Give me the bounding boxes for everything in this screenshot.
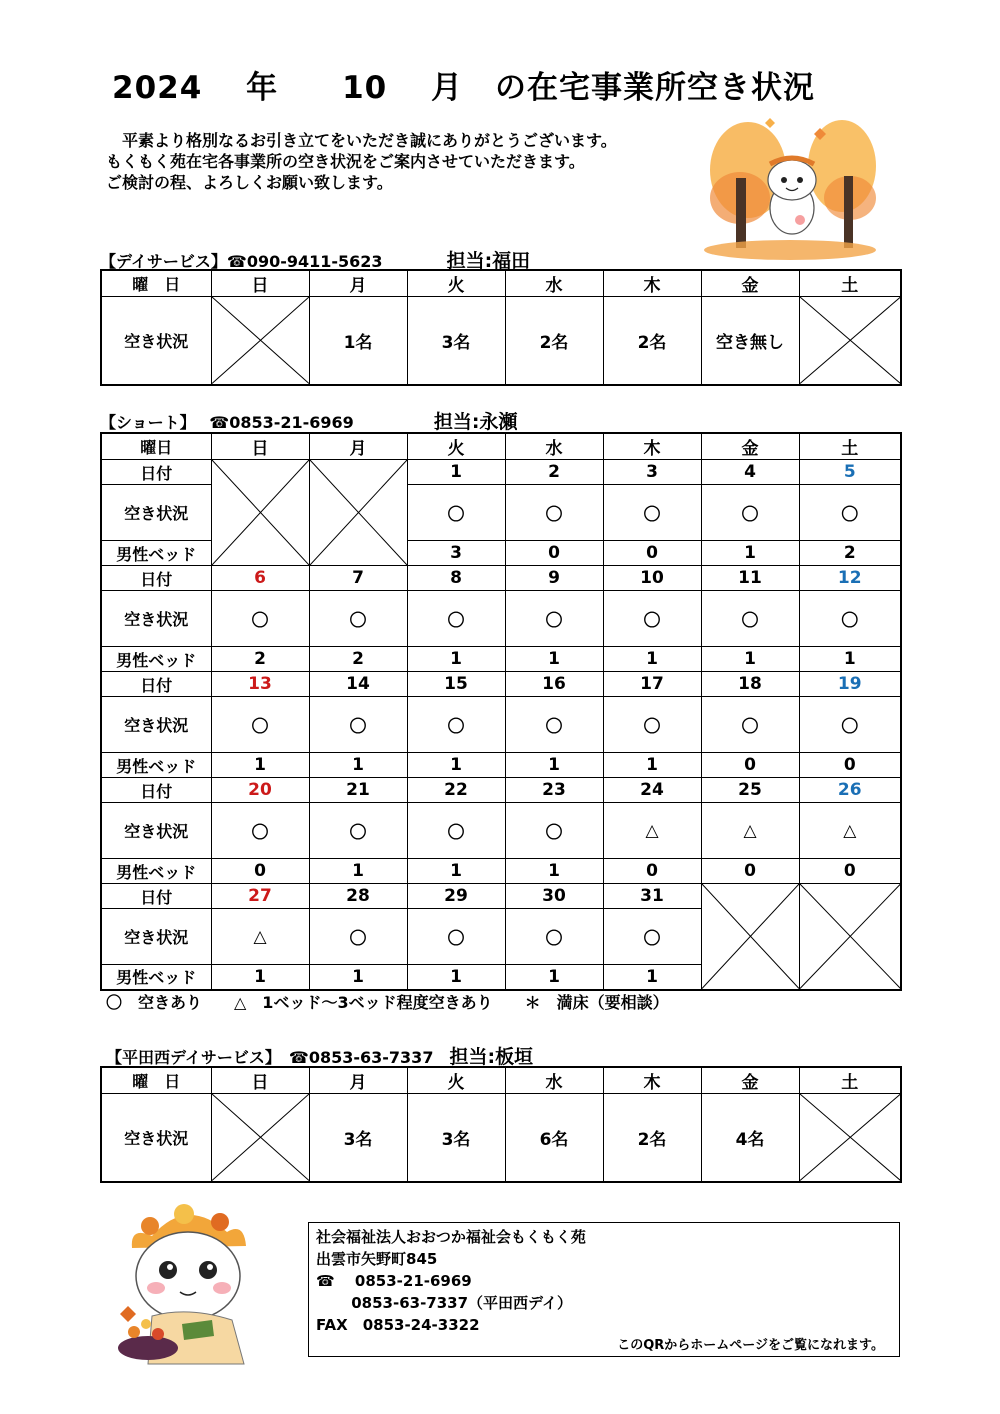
status-cell: 〇 (603, 591, 701, 647)
date-label: 日付 (101, 672, 211, 697)
weekday-label: 曜 日 (101, 270, 211, 297)
weekday-cell: 土 (799, 433, 901, 460)
beds-row (101, 753, 901, 778)
status-label: 空き状況 (101, 803, 211, 859)
weekday-cell: 木 (603, 270, 701, 297)
closed-cell (309, 460, 407, 566)
availability-cell: 2名 (603, 297, 701, 385)
beds-cell: 0 (505, 541, 603, 566)
date-label: 日付 (101, 566, 211, 591)
availability-label: 空き状況 (101, 1094, 211, 1182)
beds-label: 男性ベッド (101, 965, 211, 990)
status-cell: 〇 (211, 697, 309, 753)
status-cell: 〇 (407, 485, 505, 541)
status-cell: 〇 (799, 591, 901, 647)
phone-hirata: 0853-63-7337（平田西デイ） (316, 1294, 572, 1312)
org-name: 社会福祉法人おおつか福祉会もくもく苑 (316, 1228, 586, 1246)
phone-main: ☎ 0853-21-6969 (316, 1272, 472, 1290)
day-service-header: 【デイサービス】☎090-9411-5623 担当:福田 (100, 250, 531, 272)
weekday-label: 曜 日 (101, 1067, 211, 1094)
date-label: 日付 (101, 460, 211, 485)
date-cell: 1 (407, 460, 505, 485)
autumn-tree-illustration (700, 108, 880, 260)
beds-cell: 1 (309, 753, 407, 778)
beds-cell: 1 (505, 647, 603, 672)
date-cell: 17 (603, 672, 701, 697)
status-cell: 〇 (603, 909, 701, 965)
weekday-cell: 月 (309, 433, 407, 460)
date-cell: 8 (407, 566, 505, 591)
date-cell: 20 (211, 778, 309, 803)
closed-cell (799, 884, 901, 990)
legend: 〇 空きあり △ 1ベッド～3ベッド程度空きあり ＊ 満床（要相談） (106, 993, 669, 1012)
closed-cell (211, 297, 309, 385)
availability-label: 空き状況 (101, 297, 211, 385)
status-cell: 〇 (309, 697, 407, 753)
status-cell: 〇 (309, 803, 407, 859)
beds-cell: 3 (407, 541, 505, 566)
beds-cell: 1 (603, 965, 701, 990)
date-cell: 2 (505, 460, 603, 485)
beds-cell: 1 (603, 647, 701, 672)
weekday-cell: 木 (603, 1067, 701, 1094)
status-cell: 〇 (701, 591, 799, 647)
status-cell: 〇 (407, 803, 505, 859)
intro-line: 平素より格別なるお引き立てをいただき誠にありがとうございます。 (106, 131, 617, 150)
status-row (101, 697, 901, 753)
status-label: 空き状況 (101, 909, 211, 965)
beds-cell: 1 (309, 965, 407, 990)
status-cell: 〇 (505, 697, 603, 753)
date-label: 日付 (101, 884, 211, 909)
availability-cell: 2名 (505, 297, 603, 385)
beds-cell: 1 (407, 859, 505, 884)
availability-cell: 6名 (505, 1094, 603, 1182)
date-cell: 5 (799, 460, 901, 485)
beds-cell: 0 (701, 753, 799, 778)
weekday-cell: 水 (505, 270, 603, 297)
beds-cell: 1 (407, 647, 505, 672)
date-label: 日付 (101, 778, 211, 803)
contact-info (316, 1226, 586, 1336)
availability-row (101, 1094, 901, 1182)
status-label: 空き状況 (101, 697, 211, 753)
short-stay-table (100, 432, 902, 991)
beds-cell: 1 (505, 859, 603, 884)
beds-cell: 1 (309, 859, 407, 884)
date-cell: 25 (701, 778, 799, 803)
availability-cell: 1名 (309, 297, 407, 385)
status-cell: 〇 (505, 485, 603, 541)
beds-label: 男性ベッド (101, 647, 211, 672)
fax-number: FAX 0853-24-3322 (316, 1316, 480, 1334)
beds-label: 男性ベッド (101, 541, 211, 566)
weekday-cell: 水 (505, 433, 603, 460)
beds-cell: 0 (799, 753, 901, 778)
beds-cell: 2 (309, 647, 407, 672)
beds-cell: 1 (799, 647, 901, 672)
date-cell: 31 (603, 884, 701, 909)
status-cell: 〇 (309, 591, 407, 647)
weekday-cell: 火 (407, 270, 505, 297)
beds-cell: 0 (603, 541, 701, 566)
status-cell: 〇 (407, 697, 505, 753)
weekday-cell: 月 (309, 1067, 407, 1094)
weekday-cell: 土 (799, 270, 901, 297)
status-cell: 〇 (211, 803, 309, 859)
intro-line: もくもく苑在宅各事業所の空き状況をご案内させていただきます。 (106, 152, 585, 171)
status-cell: 〇 (407, 591, 505, 647)
weekday-label: 曜日 (101, 433, 211, 460)
date-cell: 15 (407, 672, 505, 697)
beds-cell: 0 (799, 859, 901, 884)
beds-row (101, 859, 901, 884)
date-cell: 23 (505, 778, 603, 803)
weekday-cell: 金 (701, 270, 799, 297)
beds-cell: 0 (603, 859, 701, 884)
closed-cell (211, 460, 309, 566)
weekday-cell: 日 (211, 270, 309, 297)
date-cell: 13 (211, 672, 309, 697)
date-cell: 19 (799, 672, 901, 697)
availability-cell: 空き無し (701, 297, 799, 385)
availability-cell: 2名 (603, 1094, 701, 1182)
status-cell: 〇 (309, 909, 407, 965)
beds-label: 男性ベッド (101, 859, 211, 884)
dates-row (101, 884, 901, 909)
status-row (101, 591, 901, 647)
beds-row (101, 647, 901, 672)
status-row (101, 803, 901, 859)
closed-cell (799, 297, 901, 385)
date-cell: 10 (603, 566, 701, 591)
dates-row (101, 566, 901, 591)
beds-cell: 2 (799, 541, 901, 566)
date-cell: 11 (701, 566, 799, 591)
date-cell: 7 (309, 566, 407, 591)
availability-cell: 3名 (309, 1094, 407, 1182)
weekday-row (101, 270, 901, 297)
beds-cell: 1 (407, 753, 505, 778)
status-cell: △ (603, 803, 701, 859)
status-cell: 〇 (799, 485, 901, 541)
beds-cell: 1 (211, 753, 309, 778)
date-cell: 4 (701, 460, 799, 485)
status-label: 空き状況 (101, 485, 211, 541)
status-cell: 〇 (505, 591, 603, 647)
beds-cell: 0 (211, 859, 309, 884)
date-cell: 22 (407, 778, 505, 803)
beds-label: 男性ベッド (101, 753, 211, 778)
weekday-cell: 水 (505, 1067, 603, 1094)
status-label: 空き状況 (101, 591, 211, 647)
weekday-cell: 木 (603, 433, 701, 460)
date-cell: 9 (505, 566, 603, 591)
date-cell: 12 (799, 566, 901, 591)
status-cell: △ (211, 909, 309, 965)
beds-cell: 1 (701, 541, 799, 566)
qr-note: このQRからホームページをご覧になれます。 (617, 1338, 884, 1353)
status-cell: 〇 (407, 909, 505, 965)
date-cell: 16 (505, 672, 603, 697)
intro-line: ご検討の程、よろしくお願い致します。 (106, 173, 393, 192)
status-cell: △ (799, 803, 901, 859)
beds-cell: 1 (603, 753, 701, 778)
date-cell: 29 (407, 884, 505, 909)
dates-row (101, 672, 901, 697)
dates-row (101, 778, 901, 803)
page-title: 2024 年 10 月 の在宅事業所空き状況 (112, 70, 816, 106)
date-cell: 21 (309, 778, 407, 803)
status-cell: 〇 (603, 697, 701, 753)
weekday-row (101, 1067, 901, 1094)
status-cell: 〇 (505, 909, 603, 965)
weekday-cell: 土 (799, 1067, 901, 1094)
status-cell: 〇 (701, 697, 799, 753)
weekday-row (101, 433, 901, 460)
beds-cell: 0 (701, 859, 799, 884)
date-cell: 28 (309, 884, 407, 909)
beds-cell: 1 (505, 753, 603, 778)
intro-text (106, 130, 617, 193)
availability-cell: 4名 (701, 1094, 799, 1182)
availability-row (101, 297, 901, 385)
weekday-cell: 月 (309, 270, 407, 297)
beds-cell: 1 (505, 965, 603, 990)
status-cell: 〇 (603, 485, 701, 541)
date-cell: 6 (211, 566, 309, 591)
availability-cell: 3名 (407, 297, 505, 385)
beds-cell: 1 (701, 647, 799, 672)
status-cell: 〇 (701, 485, 799, 541)
short-stay-header: 【ショート】 ☎0853-21-6969 担当:永瀬 (100, 411, 518, 433)
dates-row (101, 460, 901, 485)
weekday-cell: 火 (407, 1067, 505, 1094)
weekday-cell: 金 (701, 1067, 799, 1094)
closed-cell (211, 1094, 309, 1182)
date-cell: 26 (799, 778, 901, 803)
status-cell: △ (701, 803, 799, 859)
date-cell: 3 (603, 460, 701, 485)
hirata-header: 【平田西デイサービス】 ☎0853-63-7337 担当:板垣 (106, 1046, 534, 1068)
hirata-table (100, 1066, 902, 1183)
mascot-illustration (112, 1196, 262, 1366)
date-cell: 18 (701, 672, 799, 697)
status-cell: 〇 (799, 697, 901, 753)
beds-cell: 2 (211, 647, 309, 672)
beds-cell: 1 (211, 965, 309, 990)
status-cell: 〇 (211, 591, 309, 647)
weekday-cell: 火 (407, 433, 505, 460)
date-cell: 14 (309, 672, 407, 697)
org-address: 出雲市矢野町845 (316, 1250, 438, 1268)
weekday-cell: 日 (211, 433, 309, 460)
beds-cell: 1 (407, 965, 505, 990)
availability-cell: 3名 (407, 1094, 505, 1182)
closed-cell (701, 884, 799, 990)
day-service-table (100, 269, 902, 386)
date-cell: 24 (603, 778, 701, 803)
date-cell: 27 (211, 884, 309, 909)
closed-cell (799, 1094, 901, 1182)
weekday-cell: 日 (211, 1067, 309, 1094)
date-cell: 30 (505, 884, 603, 909)
status-cell: 〇 (505, 803, 603, 859)
weekday-cell: 金 (701, 433, 799, 460)
